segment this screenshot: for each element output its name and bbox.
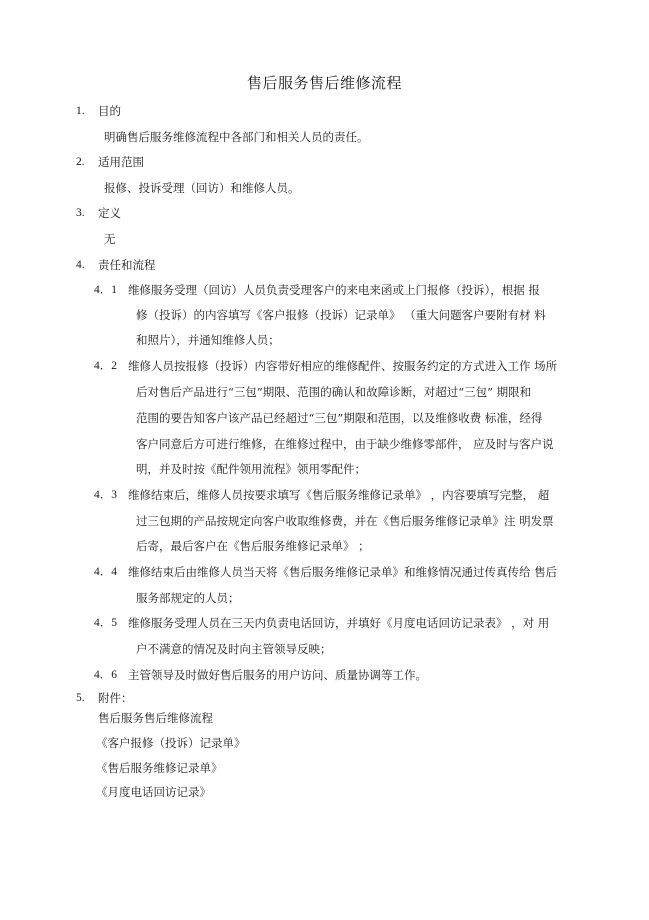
- item-4-2-line-2: 后对售后产品进行“三包”期限、范围的确认和故障诊断，对超过“三包” 期限和: [136, 385, 532, 399]
- item-4-2-line-3: 范围的要告知客户该产品已经超过“三包”期限和范围，以及维修收费 标准，经得: [136, 411, 543, 425]
- item-4-5-line-2: 户不满意的情况及时向主管领导反映；: [136, 642, 332, 656]
- item-4-6-number: 4．6: [94, 669, 117, 681]
- item-4-6-line-1: 主管领导及时做好售后服务的用户访问、质量协调等工作。: [128, 668, 427, 682]
- appendix-entry: 售后服务售后维修流程: [98, 711, 213, 725]
- item-4-1-line-1: 维修服务受理（回访）人员负责受理客户的来电来函或上门报修（投诉），根据 报: [128, 283, 540, 297]
- item-4-3-line-3: 后寄，最后客户在《售后服务维修记录单》 ；: [136, 539, 370, 553]
- document-title: 售后服务售后维修流程: [246, 74, 402, 92]
- section-5-number: 5.: [76, 692, 85, 704]
- item-4-1-number: 4．1: [94, 284, 117, 296]
- section-2-number: 2.: [76, 156, 85, 168]
- section-3-number: 3.: [76, 207, 85, 219]
- item-4-2-line-4: 客户同意后方可进行维修，在维修过程中，由于缺少维修零部件， 应及时与客户说: [136, 437, 554, 451]
- section-1-body: 明确售后服务维修流程中各部门和相关人员的责任。: [104, 130, 369, 144]
- section-2-body: 报修、投诉受理（回访）和维修人员。: [104, 181, 300, 195]
- section-1-heading: 目的: [98, 104, 121, 118]
- section-4-heading: 责任和流程: [98, 258, 156, 272]
- section-1-number: 1.: [76, 105, 85, 117]
- appendix-entry: 《客户报修（投诉）记录单》: [96, 736, 246, 750]
- section-5-heading: 附件：: [98, 691, 133, 705]
- section-3-body: 无: [104, 232, 116, 246]
- item-4-2-number: 4．2: [94, 360, 117, 372]
- section-2-heading: 适用范围: [98, 155, 144, 169]
- section-4-number: 4.: [76, 259, 85, 271]
- item-4-1-line-3: 和照片），并通知维修人员；: [136, 333, 280, 347]
- item-4-2-line-1: 维修人员按报修（投诉）内容带好相应的维修配件、按服务约定的方式进入工作 场所: [128, 359, 558, 373]
- item-4-4-line-1: 维修结束后由维修人员当天将《售后服务维修记录单》和维修情况通过传真传给 售后: [128, 565, 558, 579]
- item-4-3-number: 4．3: [94, 489, 117, 501]
- item-4-4-line-2: 服务部规定的人员；: [136, 591, 240, 605]
- section-3-heading: 定义: [98, 206, 121, 220]
- item-4-5-number: 4．5: [94, 617, 117, 629]
- appendix-entry: 《售后服务维修记录单》: [96, 761, 223, 775]
- item-4-2-line-5: 明，并及时按《配件领用流程》领用零配件；: [136, 462, 366, 476]
- item-4-3-line-2: 过三包期的产品按规定向客户收取维修费，并在《售后服务维修记录单》注 明发票: [136, 514, 554, 528]
- item-4-3-line-1: 维修结束后，维修人员按要求填写《售后服务维修记录单》 ，内容要填写完整， 超: [128, 488, 550, 502]
- item-4-4-number: 4．4: [94, 566, 117, 578]
- item-4-5-line-1: 维修服务受理人员在三天内负责电话回访，并填好《月度电话回访记录表》 ，对 用: [128, 616, 550, 630]
- item-4-1-line-2: 修（投诉）的内容填写《客户报修（投诉）记录单》 （重大问题客户要附有材 料: [136, 308, 546, 322]
- appendix-entry: 《月度电话回访记录》: [96, 785, 211, 799]
